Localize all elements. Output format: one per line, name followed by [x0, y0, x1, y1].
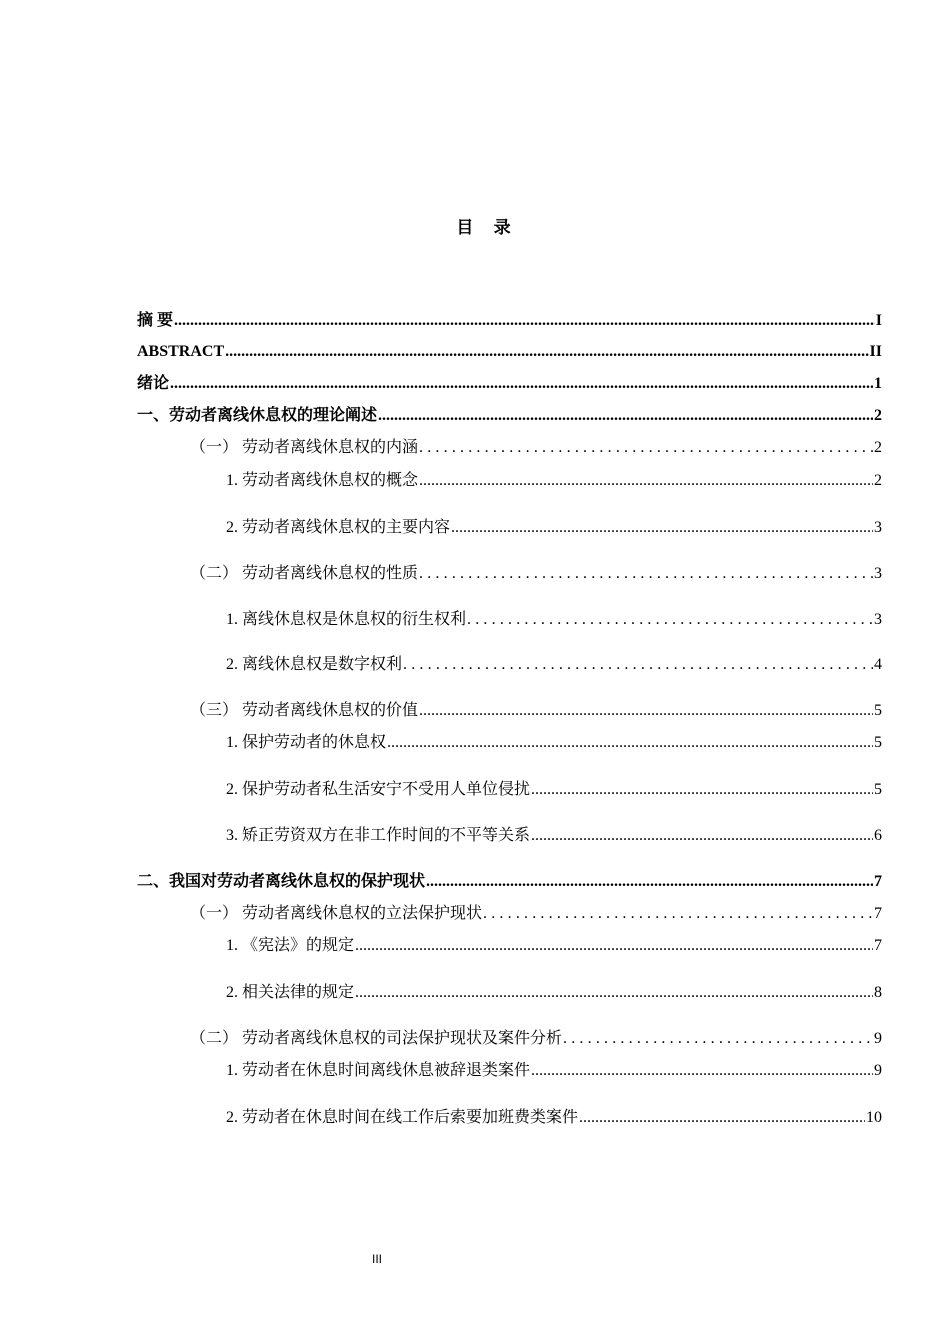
toc-entry-page: 7 — [874, 873, 882, 890]
toc-entry-label: （三） 劳动者离线休息权的价值 — [190, 702, 419, 719]
dot-leader — [483, 904, 873, 924]
toc-entry-label: 2. 离线休息权是数字权利 — [226, 656, 403, 673]
toc-entry-item-1-3-1[interactable] — [226, 733, 882, 753]
toc-entry-page: 5 — [874, 734, 882, 751]
toc-entry-label: （一） 劳动者离线休息权的立法保护现状 — [190, 905, 483, 922]
toc-entry-page: 2 — [874, 439, 882, 456]
toc-entry-label: 一、劳动者离线休息权的理论阐述 — [137, 407, 378, 424]
toc-entry-label: 二、我国对劳动者离线休息权的保护现状 — [137, 873, 426, 890]
dot-leader — [355, 983, 873, 1003]
toc-entry-label: 1. 保护劳动者的休息权 — [226, 734, 387, 751]
toc-entry-item-1-1-1[interactable] — [226, 471, 882, 491]
toc-entry-page: I — [875, 312, 882, 329]
toc-entry-section-1-3[interactable] — [190, 701, 882, 721]
toc-entry-abstract-en[interactable] — [137, 342, 882, 362]
toc-entry-page: 5 — [874, 702, 882, 719]
toc-entry-page: 2 — [874, 407, 882, 424]
toc-entry-page: 3 — [874, 519, 882, 536]
toc-entry-page: 8 — [874, 984, 882, 1001]
dot-leader — [563, 1029, 873, 1049]
dot-leader — [170, 374, 873, 394]
toc-entry-page: 2 — [874, 472, 882, 489]
toc-entry-introduction[interactable] — [137, 374, 882, 394]
toc-title: 目 录 — [456, 218, 519, 237]
toc-entry-label: ABSTRACT — [137, 343, 225, 360]
toc-entry-label: 1. 劳动者在休息时间离线休息被辞退类案件 — [226, 1062, 531, 1079]
toc-entry-page: 7 — [874, 937, 882, 954]
dot-leader — [579, 1108, 865, 1128]
toc-entry-page: 6 — [874, 827, 882, 844]
dot-leader — [531, 1061, 873, 1081]
toc-entry-label: 摘 要 — [137, 312, 174, 329]
dot-leader — [419, 471, 873, 491]
toc-entry-label: 2. 劳动者离线休息权的主要内容 — [226, 519, 451, 536]
dot-leader — [419, 701, 873, 721]
toc-entry-label: 2. 劳动者在休息时间在线工作后索要加班费类案件 — [226, 1109, 579, 1126]
toc-entry-item-2-1-2[interactable] — [226, 983, 882, 1003]
toc-entry-label: 绪论 — [137, 375, 170, 392]
toc-entry-chapter-1[interactable] — [137, 406, 882, 426]
toc-entry-label: 1. 劳动者离线休息权的概念 — [226, 472, 419, 489]
toc-entry-item-2-2-1[interactable] — [226, 1061, 882, 1081]
dot-leader — [467, 610, 873, 630]
dot-leader — [225, 342, 868, 362]
toc-entry-label: 3. 矫正劳资双方在非工作时间的不平等关系 — [226, 827, 531, 844]
toc-entry-section-2-1[interactable] — [190, 904, 882, 924]
toc-entry-item-1-3-3[interactable] — [226, 826, 882, 846]
page-number: III — [372, 1252, 383, 1266]
toc-entry-label: 1. 离线休息权是休息权的衍生权利 — [226, 611, 467, 628]
toc-entry-abstract-cn[interactable] — [137, 311, 882, 331]
dot-leader — [403, 655, 873, 675]
toc-entry-item-2-2-2[interactable] — [226, 1108, 882, 1128]
dot-leader — [531, 826, 873, 846]
toc-entry-item-1-2-2[interactable] — [226, 655, 882, 675]
toc-entry-item-1-1-2[interactable] — [226, 518, 882, 538]
toc-entry-item-2-1-1[interactable] — [226, 936, 882, 956]
dot-leader — [419, 438, 873, 458]
dot-leader — [426, 872, 873, 892]
toc-entry-label: 2. 保护劳动者私生活安宁不受用人单位侵扰 — [226, 781, 531, 798]
toc-entry-label: （二） 劳动者离线休息权的司法保护现状及案件分析 — [190, 1030, 563, 1047]
dot-leader — [531, 780, 873, 800]
dot-leader — [355, 936, 873, 956]
toc-entry-page: 9 — [874, 1062, 882, 1079]
toc-entry-label: （二） 劳动者离线休息权的性质 — [190, 565, 419, 582]
toc-entry-page: 3 — [874, 611, 882, 628]
toc-entry-section-2-2[interactable] — [190, 1029, 882, 1049]
dot-leader — [419, 564, 873, 584]
dot-leader — [387, 733, 873, 753]
toc-entry-item-1-2-1[interactable] — [226, 610, 882, 630]
toc-entry-page: 1 — [874, 375, 882, 392]
toc-entry-page: 5 — [874, 781, 882, 798]
dot-leader — [451, 518, 873, 538]
dot-leader — [378, 406, 873, 426]
toc-entry-page: II — [869, 343, 882, 360]
toc-entry-section-1-2[interactable] — [190, 564, 882, 584]
toc-entry-page: 3 — [874, 565, 882, 582]
toc-entry-chapter-2[interactable] — [137, 872, 882, 892]
toc-entry-label: （一） 劳动者离线休息权的内涵 — [190, 439, 419, 456]
toc-entry-label: 1. 《宪法》的规定 — [226, 937, 355, 954]
toc-entry-section-1-1[interactable] — [190, 438, 882, 458]
toc-entry-label: 2. 相关法律的规定 — [226, 984, 355, 1001]
toc-entry-page: 10 — [866, 1109, 882, 1126]
toc-entry-page: 4 — [874, 656, 882, 673]
toc-entry-page: 9 — [874, 1030, 882, 1047]
dot-leader — [174, 311, 875, 331]
toc-entry-item-1-3-2[interactable] — [226, 780, 882, 800]
toc-entry-page: 7 — [874, 905, 882, 922]
